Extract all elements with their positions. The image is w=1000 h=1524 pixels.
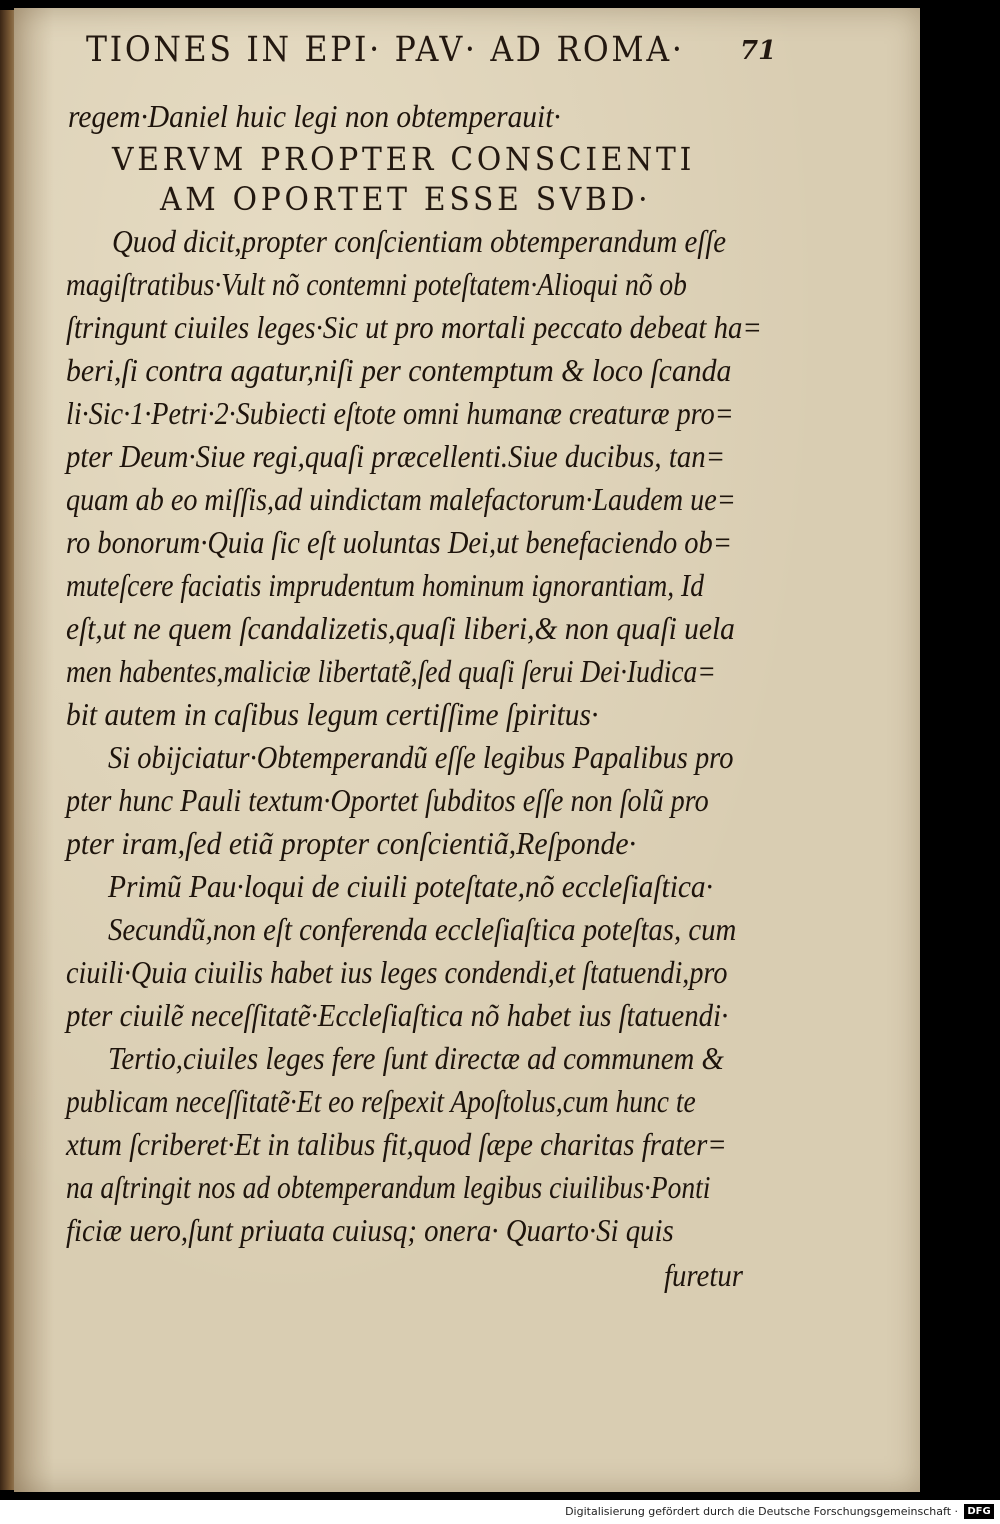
- text-line: pter hunc Pauli textum·Oportet ſubditos eſſe non ſolũ pro: [66, 782, 709, 818]
- catchword: furetur: [664, 1257, 743, 1293]
- text-line: quam ab eo miſſis,ad uindictam malefactorum·Laudem ue=: [66, 481, 736, 517]
- text-line: eſt,ut ne quem ſcandalizetis,quaſi liberi,& non quaſi uela: [66, 610, 735, 646]
- text-line: pter iram,ſed etiã propter conſcientiã,Reſponde·: [66, 825, 637, 861]
- text-line: na aſtringit nos ad obtemperandum legibus ciuilibus·Ponti: [66, 1169, 711, 1205]
- text-line: publicam neceſſitatẽ·Et eo reſpexit Apoſtolus,cum hunc te: [66, 1083, 696, 1119]
- funding-credit: Digitalisierung gefördert durch die Deutsche Forschungsgemeinschaft ·: [565, 1505, 958, 1518]
- digitization-footer: [0, 1500, 1000, 1524]
- section-heading-line: AM OPORTET ESSE SVBD·: [160, 180, 652, 218]
- text-line: ficiæ uero,ſunt priuata cuiusq; onera· Quarto·Si quis: [66, 1212, 674, 1248]
- dfg-logo: DFG: [964, 1504, 994, 1519]
- text-line: Tertio,ciuiles leges fere ſunt directæ ad communem &: [108, 1040, 724, 1076]
- text-line: beri,ſi contra agatur,niſi per contemptum & loco ſcanda: [66, 352, 732, 388]
- text-line: ciuili·Quia ciuilis habet ius leges condendi,et ſtatuendi,pro: [66, 954, 728, 990]
- text-line: ro bonorum·Quia ſic eſt uoluntas Dei,ut benefaciendo ob=: [66, 524, 732, 560]
- text-line: men habentes,maliciæ libertatẽ,ſed quaſi ſerui Dei·Iudica=: [66, 653, 716, 689]
- text-line: Primũ Pau·loqui de ciuili poteſtate,nõ eccleſiaſtica·: [108, 868, 714, 904]
- text-line: magiſtratibus·Vult nõ contemni poteſtatem·Alioqui nõ ob: [66, 266, 687, 302]
- text-line: Secundũ,non eſt conferenda eccleſiaſtica poteſtas, cum: [108, 911, 737, 947]
- text-line: pter ciuilẽ neceſſitatẽ·Eccleſiaſtica nõ habet ius ſtatuendi·: [66, 997, 729, 1033]
- text-line: Si obijciatur·Obtemperandũ eſſe legibus Papalibus pro: [108, 739, 734, 775]
- text-line: xtum ſcriberet·Et in talibus fit,quod ſæpe charitas frater=: [66, 1126, 727, 1162]
- text-line: muteſcere faciatis imprudentum hominum ignorantiam, Id: [66, 567, 704, 603]
- folio-number: 71: [740, 36, 777, 66]
- text-line: regem·Daniel huic legi non obtemperauit·: [68, 98, 561, 134]
- section-heading-line: VERVM PROPTER CONSCIENTI: [112, 140, 696, 178]
- text-line: bit autem in caſibus legum certiſſime ſpiritus·: [66, 696, 599, 732]
- text-line: ſtringunt ciuiles leges·Sic ut pro mortali peccato debeat ha=: [66, 309, 762, 345]
- text-line: li·Sic·1·Petri·2·Subiecti eſtote omni humanæ creaturæ pro=: [66, 395, 734, 431]
- text-line: Quod dicit,propter conſcientiam obtemperandum eſſe: [112, 223, 727, 259]
- text-line: pter Deum·Siue regi,quaſi præcellenti.Siue ducibus, tan=: [66, 438, 726, 474]
- running-head: TIONES IN EPI· PAV· AD ROMA·: [86, 30, 685, 70]
